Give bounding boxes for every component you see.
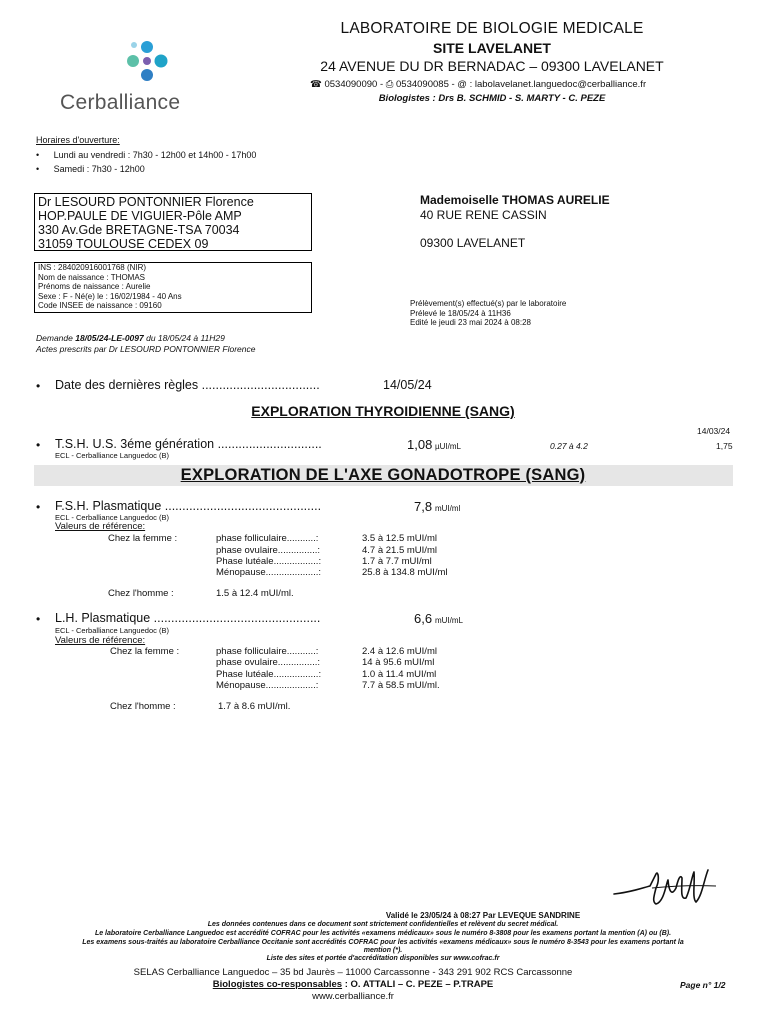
prescribed-by: Actes prescrits par Dr LESOURD PONTONNIER Florence bbox=[36, 344, 256, 354]
last-period-label: Date des dernières règles .................................. bbox=[55, 378, 320, 392]
doctor-line: HOP.PAULE DE VIGUIER-Pôle AMP bbox=[38, 209, 242, 223]
ins-line: Sexe : F - Né(e) le : 16/02/1984 - 40 Ans bbox=[38, 291, 182, 301]
footer-note: Le laboratoire Cerballiance Languedoc est accrédité COFRAC pour les activités «examens médicaux» sous le numéro 8-3808 pour les examens portant la mention (A) ou (B). bbox=[94, 930, 672, 937]
fsh-phase: phase ovulaire...............: bbox=[216, 545, 321, 556]
fax-icon: ⎙ bbox=[385, 79, 394, 90]
fsh-unit: mUI/ml bbox=[435, 504, 461, 513]
phone-number: 0534090090 - bbox=[324, 79, 386, 90]
tsh-prev-value: 1,75 bbox=[716, 441, 733, 451]
lh-range: 2.4 à 12.6 mUI/ml bbox=[362, 646, 437, 657]
lh-range: 1.0 à 11.4 mUI/ml bbox=[362, 669, 437, 680]
hours-item: • Lundi au vendredi : 7h30 - 12h00 et 14h00 - 17h00 bbox=[36, 150, 257, 160]
footer-note: Liste des sites et portée d'accréditation disponibles sur www.cofrac.fr bbox=[266, 955, 500, 962]
signature-icon bbox=[612, 866, 724, 914]
lh-range: 7.7 à 58.5 mUI/ml. bbox=[362, 680, 440, 691]
bullet: • bbox=[36, 612, 41, 626]
fsh-range: 1.7 à 7.7 mUI/ml bbox=[362, 556, 432, 567]
lh-woman-label: Chez la femme : bbox=[110, 646, 180, 657]
sampling-line: Prélèvement(s) effectué(s) par le laboratoire bbox=[410, 299, 567, 308]
footer-note: Les examens sous-traités au laboratoire Cerballiance Occitanie sont accrédités COFRAC pour les activités «examens médicaux» sous le numéro 8-3543 pour les examens portant la bbox=[82, 939, 684, 946]
fsh-ref-title: Valeurs de référence: bbox=[55, 521, 146, 532]
bullet: • bbox=[36, 150, 40, 160]
lh-phase: phase ovulaire...............: bbox=[216, 657, 321, 668]
patient-street: 40 RUE RENE CASSIN bbox=[420, 208, 547, 222]
lab-contact bbox=[310, 79, 646, 90]
cerballiance-logo bbox=[55, 35, 185, 120]
tsh-method: ECL - Cerballiance Languedoc (B) bbox=[55, 451, 169, 460]
fsh-range: 25.8 à 134.8 mUI/ml bbox=[362, 567, 448, 578]
sampling-line: Edité le jeudi 23 mai 2024 à 08:28 bbox=[410, 318, 531, 327]
lh-man-range: 1.7 à 8.6 mUI/ml. bbox=[218, 701, 291, 712]
lh-phase: Ménopause...................: bbox=[216, 680, 319, 691]
fsh-range: 4.7 à 21.5 mUI/ml bbox=[362, 545, 437, 556]
fsh-method: ECL - Cerballiance Languedoc (B) bbox=[55, 513, 169, 522]
lh-man-label: Chez l'homme : bbox=[110, 701, 176, 712]
tsh-unit: µUI/mL bbox=[435, 442, 461, 451]
fsh-phase: Phase lutéale.................: bbox=[216, 556, 322, 567]
doctor-line: 330 Av.Gde BRETAGNE-TSA 70034 bbox=[38, 223, 240, 237]
fsh-phase: phase folliculaire...........: bbox=[216, 533, 319, 544]
sampling-line: Prélevé le 18/05/24 à 11H36 bbox=[410, 308, 511, 318]
lh-test-name: L.H. Plasmatique ................................................ bbox=[55, 611, 321, 625]
fsh-man-label: Chez l'homme : bbox=[108, 588, 174, 599]
page-number: Page n° 1/2 bbox=[680, 980, 726, 990]
lh-ref-title: Valeurs de référence: bbox=[55, 635, 146, 646]
signature bbox=[612, 866, 724, 914]
brand-name: Cerballiance bbox=[60, 91, 181, 114]
tsh-value: 1,08 bbox=[407, 437, 433, 452]
last-period-value: 14/05/24 bbox=[383, 378, 432, 392]
lh-phase: Phase lutéale.................: bbox=[216, 669, 322, 680]
bullet: • bbox=[36, 164, 40, 174]
request-number: 18/05/24-LE-0097 bbox=[75, 333, 144, 343]
fsh-test-name: F.S.H. Plasmatique ............................................. bbox=[55, 499, 322, 513]
hours-item: • Samedi : 7h30 - 12h00 bbox=[36, 164, 145, 174]
fsh-value: 7,8 bbox=[414, 499, 433, 514]
footer-note: Les données contenues dans ce document sont strictement confidentielles et relèvent du secret médical. bbox=[207, 921, 559, 928]
tsh-test-name: T.S.H. U.S. 3éme génération .............................. bbox=[55, 437, 322, 451]
ins-line: Prénoms de naissance : Aurelie bbox=[38, 282, 151, 291]
bullet: • bbox=[36, 500, 41, 514]
phone-icon: ☎ bbox=[310, 79, 322, 90]
lab-name: LABORATOIRE DE BIOLOGIE MEDICALE bbox=[340, 20, 644, 37]
lab-address: 24 AVENUE DU DR BERNADAC – 09300 LAVELANET bbox=[320, 58, 664, 74]
tsh-range: 0.27 à 4.2 bbox=[550, 441, 588, 451]
bullet: • bbox=[36, 379, 41, 393]
validated-by: Validé le 23/05/24 à 08:27 Par LEVEQUE SANDRINE bbox=[385, 911, 581, 920]
hours-title: Horaires d'ouverture: bbox=[36, 135, 120, 145]
lh-value: 6,6 bbox=[414, 611, 433, 626]
fsh-man-range: 1.5 à 12.4 mUI/ml. bbox=[216, 588, 294, 599]
thyroid-section-title: EXPLORATION THYROIDIENNE (SANG) bbox=[251, 403, 515, 419]
ins-line: INS : 284020916001768 (NIR) bbox=[38, 263, 147, 272]
thyroid-prev-date: 14/03/24 bbox=[697, 426, 731, 436]
biologists: Biologistes : Drs B. SCHMID - S. MARTY - C. PEZE bbox=[378, 93, 606, 104]
bullet: • bbox=[36, 438, 41, 452]
doctor-line: Dr LESOURD PONTONNIER Florence bbox=[38, 195, 254, 209]
doctor-line: 31059 TOULOUSE CEDEX 09 bbox=[38, 237, 209, 251]
footer-note: mention (*). bbox=[363, 947, 403, 954]
fsh-woman-label: Chez la femme : bbox=[108, 533, 178, 544]
gonado-section-title: EXPLORATION DE L'AXE GONADOTROPE (SANG) bbox=[180, 466, 586, 484]
website-link[interactable]: www.cerballiance.fr bbox=[312, 991, 394, 1002]
fax-and-email: 0534090085 - @ : labolavelanet.languedoc@cerballiance.fr bbox=[396, 79, 647, 90]
fsh-range: 3.5 à 12.5 mUI/ml bbox=[362, 533, 437, 544]
co-responsible-biologists: Biologistes co-responsables : O. ATTALI – C. PEZE – P.TRAPE bbox=[212, 979, 494, 990]
fsh-phase: Ménopause....................: bbox=[216, 567, 322, 578]
lh-method: ECL - Cerballiance Languedoc (B) bbox=[55, 626, 169, 635]
site-name: SITE LAVELANET bbox=[433, 40, 551, 56]
company-info: SELAS Cerballiance Languedoc – 35 bd Jaurès – 11000 Carcassonne - 343 291 902 RCS Carcassonne bbox=[133, 967, 573, 978]
patient-name: Mademoiselle THOMAS AURELIE bbox=[420, 193, 610, 207]
ins-line: Nom de naissance : THOMAS bbox=[38, 272, 146, 282]
lh-range: 14 à 95.6 mUI/ml bbox=[362, 657, 435, 668]
ins-line: Code INSEE de naissance : 09160 bbox=[38, 301, 162, 310]
lh-unit: mUI/mL bbox=[435, 616, 463, 625]
request-line: Demande 18/05/24-LE-0097 du 18/05/24 à 11H29 bbox=[36, 333, 225, 343]
lh-phase: phase folliculaire...........: bbox=[216, 646, 319, 657]
patient-city: 09300 LAVELANET bbox=[420, 236, 526, 250]
